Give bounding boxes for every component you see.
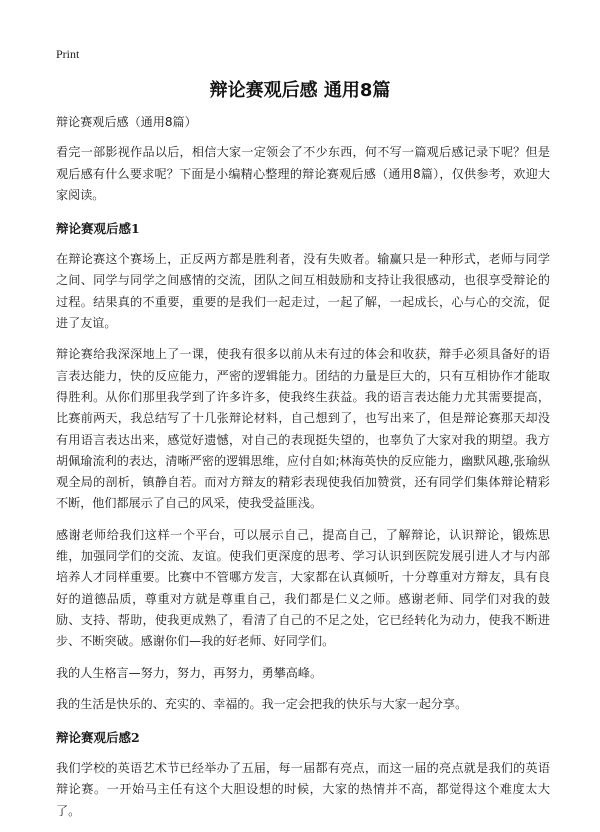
paragraph: 我们学校的英语艺术节已经举办了五届，每一届都有亮点，而这一届的亮点就是我们的英语辩论赛。一开始马主任有这个大胆设想的时候，大家的热情并不高，都觉得这个难度太大了。	[56, 761, 550, 818]
paragraph: 在辩论赛这个赛场上，正反两方都是胜利者，没有失败者。输赢只是一种形式，老师与同学之间、同学与同学之间感情的交流，团队之间互相鼓励和支持让我很感动，也很享受辩论的过程。结果真的不重要，重要的是我们一起走过，一起了解，一起成长，心与心的交流，促进了友谊。	[56, 252, 550, 331]
paragraph: 我的生活是快乐的、充实的、幸福的。我一定会把我的快乐与大家一起分享。	[56, 696, 468, 711]
article-subtitle: 辩论赛观后感（通用8篇）	[56, 115, 197, 129]
section-heading-1: 辩论赛观后感1	[56, 221, 140, 237]
paragraph: 辩论赛给我深深地上了一课，使我有很多以前从未有过的体会和收获，辩手必须具备好的语言表达能力，快的反应能力，严密的逻辑能力。团结的力量是巨大的，只有互相协作才能取得胜利。从你们那里我学到了许多许多，使我终生获益。我的语言表达能力尤其需要提高，比赛前两天，我总结写了十几张辩论材料，自己想到了，也写出来了，但是辩论赛那天却没有用语言表达出来，感觉好遗憾，对自己的表现挺失望的，也辜负了大家对我的期望。我方胡佩瑜流利的表达，清晰严密的逻辑思维，应付自如;林海英快的反应能力，幽默风趣,张瑜纵观全局的剖析，镇静自若。而对方辩友的精彩表现使我佰加赞赏，还有同学们集体辩论精彩不断，他们都展示了自己的风采，使我受益匪浅。	[56, 347, 550, 511]
paragraph: 感谢老师给我们这样一个平台，可以展示自己，提高自己，了解辩论，认识辩论，锻炼思维，加强同学们的交流、友谊。使我们更深度的思考、学习认识到医院发展引进人才与内部培养人才同样重要。比赛中不管哪方发言，大家都在认真倾听，十分尊重对方辩友，具有良好的道德品质，尊重对方就是尊重自己，我们都是仁义之师。感谢老师、同学们对我的鼓励、支持、帮助，使我更成熟了，看清了自己的不足之处，它已经转化为动力，使我不断进步、不断突破。感谢你们—我的好老师、好同学们。	[56, 527, 550, 649]
page-title: 辩论赛观后感 通用8篇	[209, 80, 391, 101]
intro-paragraph: 看完一部影视作品以后，相信大家一定领会了不少东西，何不写一篇观后感记录下呢？但是观后感有什么要求呢？下面是小编精心整理的辩论赛观后感（通用8篇），仅供参考，欢迎大家阅读。	[56, 145, 550, 202]
paragraph: 我的人生格言—努力，努力，再努力，勇攀高峰。	[56, 665, 323, 680]
print-link[interactable]: Print	[56, 47, 80, 61]
section-heading-2: 辩论赛观后感2	[56, 730, 140, 746]
article-body	[56, 112, 550, 832]
